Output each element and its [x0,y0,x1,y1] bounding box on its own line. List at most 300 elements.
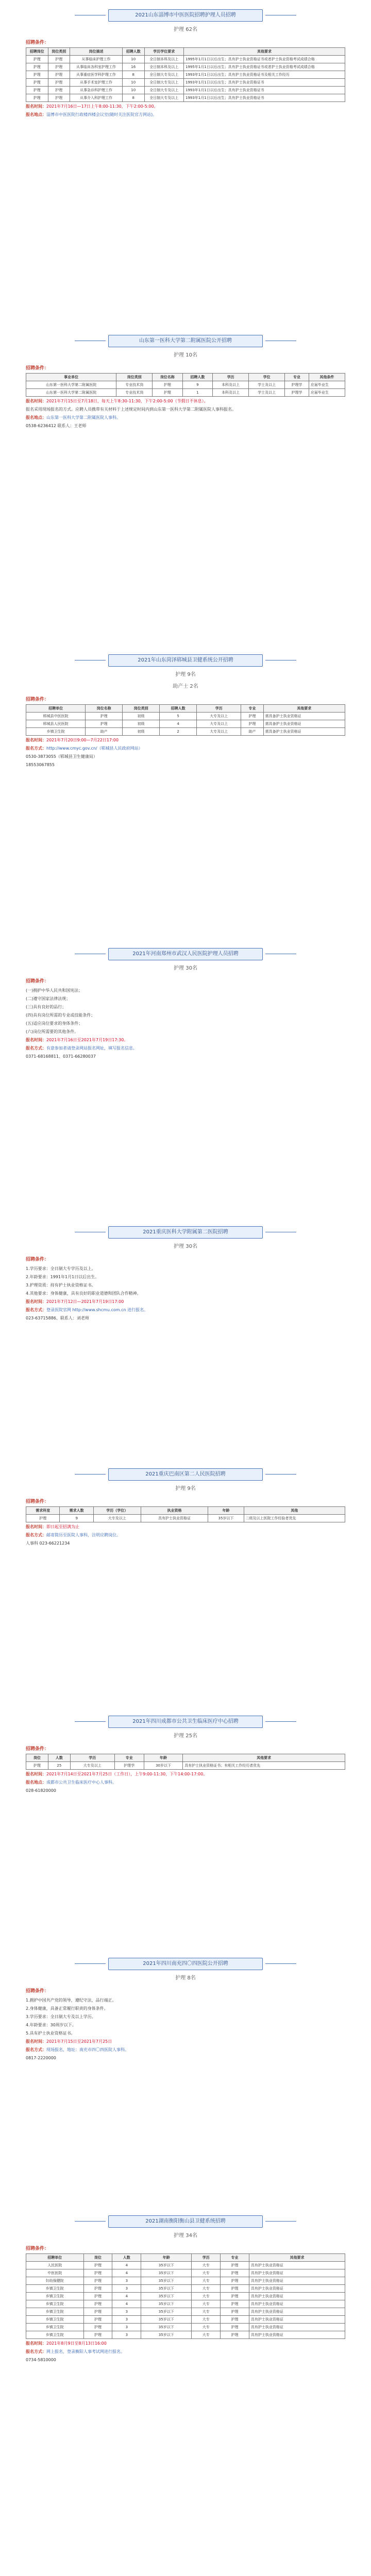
place-value[interactable]: 山东第一医科大学第二附属医院人事科。 [46,415,121,420]
place-label: 报名方式： [26,2047,46,2052]
table-cell: 护理 [26,71,48,79]
extra-note: 报名采用现场报名的方式。应聘人员携带有关材料于上述规定时间内到山东第一医科大学第二附属医院人事科报名。 [26,407,236,412]
time-line [26,103,345,110]
table-cell: 护理 [48,94,70,102]
table-row [26,2293,345,2300]
table-cell: 9 [182,381,212,389]
table-cell: 护理 [26,63,48,71]
table-cell: 助产 [241,728,263,736]
table-header: 年龄 [208,1507,244,1515]
phone-value: 028-61820000 [26,1788,56,1793]
table-cell: 30岁以下 [144,1762,182,1770]
table-cell: 护理 [221,2293,249,2300]
recruit-table [26,1506,345,1522]
table-header: 岗位名称 [153,374,182,381]
table-cell: 1993年1月1日以后出生；具有护士执业资格证书及相关工作经历 [184,71,345,79]
table-cell: 初级 [123,720,160,728]
recruit-table [26,2253,345,2339]
table-cell: 35岁以下 [141,2308,192,2316]
table-header: 岗位类别 [116,374,153,381]
phone-line [26,753,345,760]
requirements-label: 招聘条件： [26,1499,49,1504]
time-line [26,1771,345,1778]
table-cell: 护理 [26,56,48,63]
table-cell: 山东第一医科大学第二附属医院 [26,389,116,397]
place-value[interactable]: 成都市公共卫生临床医疗中心人事科。 [46,1780,116,1785]
table-cell: 1993年1月1日以后出生；具有护士执业资格证书 [184,94,345,102]
table-cell: 3 [112,2316,141,2324]
requirement-line: (三)具有良好的品行； [26,1005,66,1009]
table-cell: 专业技术岗 [116,389,153,397]
table-cell: 35岁以下 [141,2316,192,2324]
table-cell: 10 [123,87,145,94]
table-row [26,2277,345,2285]
table-cell: 乡镇卫生院 [26,2308,84,2316]
table-cell: 乡镇卫生院 [26,2285,84,2293]
table-header: 其他 [244,1507,345,1515]
phone-value: 0734-5810000 [26,2358,56,2362]
table-header: 专业 [114,1754,144,1762]
time-line [26,1298,345,1306]
table-cell: 具有护士执业资格证 [249,2269,345,2277]
table-row [26,2285,345,2293]
place-value[interactable]: 登录医院官网 http://www.shcmu.com.cn 进行报名。 [46,1308,148,1312]
recruit-table [26,373,345,397]
table-cell: 大专 [192,2293,221,2300]
table-cell: 护理 [26,1762,48,1770]
recruit-section [26,948,345,1061]
requirement-line: 4.年龄要求：30周岁以下。 [26,2023,76,2027]
table-cell: 护理 [83,2300,112,2308]
phone-line [26,2357,345,2364]
section-banner: 2021湖南衡阳衡山县卫健系统招聘 [108,2215,263,2228]
table-cell: 具有护士执业资格证 [249,2308,345,2316]
recruit-table [26,704,345,736]
table-header: 岗位 [83,2254,112,2262]
requirements-label: 招聘条件： [26,1989,49,1994]
requirement-line: (六)岗位所需要的其他条件。 [26,1029,79,1034]
table-header: 招聘人数 [160,705,197,713]
table-cell: 学士及以上 [249,389,285,397]
time-label: 报名时间： [26,2039,46,2044]
table-cell: 乡镇卫生院 [26,728,86,736]
table-cell: 从事临床各科室护理工作 [70,63,123,71]
table-cell: 全日制大专及以上 [144,87,184,94]
requirement-line: 4.其他要求：身体健康，具有良好的职业道德和团队合作精神。 [26,1291,141,1296]
table-row [26,720,345,728]
table-header: 人数 [112,2254,141,2262]
table-cell: 中医医院 [26,2269,84,2277]
table-cell: 大专及以上 [197,720,241,728]
requirement-line: (一)拥护中华人民共和国宪法； [26,988,83,993]
table-header-row [26,374,345,381]
table-row [26,2262,345,2269]
place-line [26,1779,345,1786]
table-header: 学位 [249,374,285,381]
requirement-line: 1.拥护中国共产党的领导，遵纪守法，品行端正。 [26,1998,116,2003]
table-cell: 4 [112,2262,141,2269]
requirements-label: 招聘条件： [26,1257,49,1262]
place-value[interactable]: 现场报名，地址：南充市四〇四医院人事科。 [46,2047,129,2052]
recruit-section [26,1468,345,1548]
table-cell: 35岁以下 [208,1515,244,1522]
table-header: 招聘岗位 [26,48,48,56]
table-cell: 人民医院 [26,2262,84,2269]
table-cell: 护理 [221,2269,249,2277]
section-banner: 2021重庆巴南区第二人民医院招聘 [108,1468,263,1481]
phone-line-2: 18553067855 [26,762,55,767]
table-cell: 具有护士执业资格证 [249,2285,345,2293]
table-header: 人数 [48,1754,70,1762]
table-cell: 8 [123,71,145,79]
time-label: 报名时间： [26,1299,46,1304]
requirement-line: 2.身体健康，具备正常履行职责的身体条件。 [26,2006,108,2011]
requirement-line: 3.护理资质：持有护士执业资格证书。 [26,1283,96,1287]
table-row [26,381,345,389]
time-label: 报名时间： [26,1038,46,1042]
table-cell: 护理 [221,2277,249,2285]
time-value: 2021年7月15日至2021年7月25日 [46,2039,112,2044]
place-line [26,1532,345,1539]
requirement-line: (二)遵守国家法律法规； [26,996,71,1001]
table-row [26,63,345,71]
requirements-label: 招聘条件： [26,366,49,371]
table-cell: 3 [112,2285,141,2293]
table-cell: 护理 [83,2293,112,2300]
table-cell: 乡镇卫生院 [26,2293,84,2300]
table-cell: 4 [112,2293,141,2300]
table-cell: 从事介入科护理工作 [70,94,123,102]
table-cell: 护理 [83,2277,112,2285]
table-cell: 具有护士执业资格证 [249,2300,345,2308]
requirement-line: 2.年龄要求：1991年1月1日以后出生。 [26,1275,99,1279]
table-header: 其他要求 [263,705,345,713]
table-cell: 大专 [192,2324,221,2331]
place-label: 报名地点： [26,112,46,117]
table-cell: 全日制本科及以上 [144,63,184,71]
table-cell: 全日制大专及以上 [144,79,184,87]
table-header: 学历 [192,2254,221,2262]
section-banner: 2021山东淄博市中医医院招聘护理人员招聘 [108,9,263,22]
requirements-label: 招聘条件： [26,2246,49,2251]
table-header-row [26,48,345,56]
table-cell: 护理 [48,71,70,79]
position-count: 护理 8名 [175,1975,196,1981]
table-cell: 大专 [192,2262,221,2269]
phone-value: 0817-2220000 [26,2056,56,2060]
phone-line [26,2055,345,2062]
table-row [26,2331,345,2339]
table-cell: 护理 [221,2285,249,2293]
table-header: 学历 [197,705,241,713]
requirements-label: 招聘条件： [26,40,49,45]
table-cell: 山东第一医科大学第二附属医院 [26,381,116,389]
table-header: 学历学位要求 [144,48,184,56]
table-cell: 4 [112,2269,141,2277]
table-cell: 大专及以上 [197,713,241,720]
table-cell: 助产 [86,728,123,736]
table-header: 招聘人数 [182,374,212,381]
table-cell: 护理 [153,389,182,397]
time-value: 2021年8月9日至8月13日16:00 [46,2341,107,2346]
table-cell: 护理 [48,87,70,94]
place-line [26,2046,345,2054]
table-cell: 护理 [241,720,263,728]
table-row [26,389,345,397]
table-cell: 3 [112,2308,141,2316]
table-cell: 二级及以上医院工作经验者优先 [244,1515,345,1522]
table-header: 事业单位 [26,374,116,381]
table-header: 需求人数 [60,1507,93,1515]
table-header: 岗位 [26,1754,48,1762]
table-row [26,2308,345,2316]
requirement-line: 5.具有护士执业资格证书。 [26,2031,75,2036]
table-cell: 大专及以上 [197,728,241,736]
position-count: 护理 9名 [175,1486,196,1492]
table-cell: 9 [60,1515,93,1522]
table-row [26,79,345,87]
phone-value: 人事科 023-66221234 [26,1541,70,1546]
table-cell: 1995年1月1日以后出生；具有护士执业资格证书或者护士执业资格考试成绩合格 [184,63,345,71]
table-cell: 10 [123,56,145,63]
table-cell: 具有护士执业资格证书；有相关工作经历者优先 [183,1762,345,1770]
section-banner: 2021年四川成都市公共卫生临床医疗中心招聘 [108,1716,263,1728]
table-cell: 护理 [26,87,48,94]
table-row [26,1762,345,1770]
table-cell: 1993年1月1日以后出生；具有护士执业资格证书 [184,87,345,94]
table-header-row [26,705,345,713]
table-row [26,2316,345,2324]
requirement-line: (四)具有岗位所需的专业或技能条件； [26,1013,95,1018]
recruit-section [26,1716,345,1795]
time-label: 报名时间： [26,1524,46,1529]
table-cell: 护理 [241,713,263,720]
requirements-label: 招聘条件： [26,697,49,702]
table-header: 年龄 [144,1754,182,1762]
table-header: 执业资格 [141,1507,208,1515]
place-line [26,1307,345,1314]
table-header-row [26,1754,345,1762]
table-header: 招聘单位 [26,2254,84,2262]
table-cell: 护理 [48,79,70,87]
phone-line [26,1540,345,1547]
table-cell: 护理 [48,63,70,71]
time-value: 2021年7月20日9:00—7月22日17:00 [46,738,119,742]
table-header: 岗位描述 [70,48,123,56]
position-count: 护理 10名 [174,352,197,358]
table-cell: 护理 [86,713,123,720]
table-cell: 具有护士执业资格证 [249,2324,345,2331]
recruit-section [26,654,345,770]
place-label: 报名方式： [26,1533,46,1537]
table-cell: 大专及以上 [93,1515,141,1522]
table-cell: 护理 [83,2262,112,2269]
table-cell: 护理 [83,2331,112,2339]
table-cell: 具有护士执业资格证 [249,2316,345,2324]
table-header: 需求科室 [26,1507,60,1515]
table-cell: 需具备护士执业资格证 [263,713,345,720]
table-cell: 4 [112,2300,141,2308]
place-value[interactable]: 有意参加者请登录网站报名网址，填写报名信息。 [46,1046,137,1050]
table-cell: 8 [123,94,145,102]
table-cell: 护理学 [285,389,309,397]
place-line [26,111,345,118]
table-row [26,2324,345,2331]
table-header-row [26,1507,345,1515]
place-line [26,745,345,752]
time-label: 报名时间： [26,738,46,742]
table-cell: 护理 [221,2324,249,2331]
time-line [26,2038,345,2045]
section-banner: 2021年四川南充四〇四医院公开招聘 [108,1958,263,1970]
recruit-section [26,1958,345,2063]
table-header: 其他条件 [309,374,345,381]
table-cell: 护理 [48,56,70,63]
time-label: 报名时间： [26,1772,46,1776]
table-cell: 护理 [221,2331,249,2339]
time-line [26,737,345,744]
phone-line [26,1053,345,1060]
table-cell: 学士及以上 [249,381,285,389]
position-count: 护理 34名 [174,2233,197,2239]
time-label: 报名时间： [26,104,46,109]
table-row [26,71,345,79]
table-cell: 全日制大专及以上 [144,71,184,79]
table-cell: 需具备护士执业资格证 [263,720,345,728]
phone-value: 0371-68168811、0371-66280037 [26,1054,96,1059]
table-cell: 大专 [192,2285,221,2293]
position-count-2: 助产士 2名 [173,684,198,689]
table-header: 其他要求 [183,1754,345,1762]
table-cell: 全日制本科及以上 [144,56,184,63]
table-cell: 全日制大专及以上 [144,94,184,102]
table-cell: 护理 [83,2285,112,2293]
table-cell: 护理学 [114,1762,144,1770]
table-cell: 乡镇卫生院 [26,2316,84,2324]
table-cell: 需具备护士执业资格证 [263,728,345,736]
table-cell: 大专 [192,2269,221,2277]
requirement-line: (五)适应岗位要求的身体条件； [26,1021,83,1026]
table-cell: 护理 [221,2262,249,2269]
table-cell: 大专及以上 [70,1762,114,1770]
table-cell: 大专 [192,2300,221,2308]
table-cell: 大专 [192,2316,221,2324]
place-label: 报名方式： [26,746,46,751]
place-value[interactable]: 淄博市中医医院行政楼四楼会议室(随时关注医院官方网站)。 [46,112,157,117]
table-row [26,1515,345,1522]
table-row [26,2300,345,2308]
phone-line [26,422,345,430]
table-cell: 护理 [86,720,123,728]
table-cell: 护理 [83,2269,112,2277]
place-label: 报名地点： [26,1780,46,1785]
table-header: 岗位名称 [86,705,123,713]
time-line [26,398,345,405]
time-line [26,2340,345,2347]
table-row [26,87,345,94]
table-header: 招聘人数 [123,48,145,56]
table-cell: 35岁以下 [141,2331,192,2339]
table-cell: 2 [160,728,197,736]
recruit-section [26,2215,345,2365]
table-cell: 初级 [123,713,160,720]
table-header: 年龄 [141,2254,192,2262]
table-cell: 大专 [192,2308,221,2316]
table-cell: 具有护士执业资格证 [249,2331,345,2339]
recruit-section [26,9,345,120]
table-cell: 从事临床护理工作 [70,56,123,63]
section-banner: 2021重庆医科大学附属第二医院招聘 [108,1226,263,1239]
time-label: 报名时间： [26,2341,46,2346]
time-label: 报名时间： [26,399,46,403]
table-cell: 护理 [221,2300,249,2308]
requirements-label: 招聘条件： [26,979,49,984]
table-cell: 4 [160,720,197,728]
table-cell: 护理学 [285,381,309,389]
table-cell: 1 [182,389,212,397]
table-cell: 具有护士执业资格证 [141,1515,208,1522]
recruit-section [26,1226,345,1323]
phone-value: 023-63715886、联系人：刘老师 [26,1316,89,1320]
table-header: 其他要求 [184,48,345,56]
table-cell: 1995年1月1日以后出生；具有护士执业资格证书或者护士执业资格考试成绩合格 [184,56,345,63]
table-cell: 护理 [83,2308,112,2316]
time-value: 2021年7月15日至7月18日，每天上午8:30-11:30，下午2:00-5:00（节假日不休息）。 [46,399,208,403]
table-cell: 护理 [26,79,48,87]
table-cell: 35岁以下 [141,2262,192,2269]
table-cell: 3 [112,2277,141,2285]
position-count: 护理 25名 [174,1733,197,1739]
time-value: 2021年7月16日至2021年7月19日17:30。 [46,1038,128,1042]
place-value[interactable]: 邮寄简历至医院人事科，注明应聘岗位。 [46,1533,121,1537]
table-row [26,56,345,63]
table-cell: 妇幼保健院 [26,2277,84,2285]
place-value[interactable]: http://www.cmyc.gov.cn/（郓城县人民政府网站） [46,746,143,751]
place-label: 报名地点： [26,415,46,420]
table-header: 专业 [285,374,309,381]
time-line [26,1037,345,1044]
recruit-section [26,335,345,431]
table-cell: 乡镇卫生院 [26,2324,84,2331]
phone-line [26,1315,345,1322]
table-header: 学历（学位） [93,1507,141,1515]
table-cell: 从事重症医学科护理工作 [70,71,123,79]
time-value: 即日起至招满为止 [46,1524,79,1529]
table-cell: 护理 [26,94,48,102]
table-header-row [26,2254,345,2262]
table-cell: 护理 [221,2316,249,2324]
table-row [26,94,345,102]
place-line [26,1045,345,1052]
table-row [26,2269,345,2277]
table-cell: 护理 [26,1515,60,1522]
requirement-line: 3.学历要求：全日制大专及以上学历。 [26,2014,96,2019]
time-value: 2021年7月14日至2021年7月25日（工作日），上午9:00-11:30，下午14:00-17:00。 [46,1772,208,1776]
table-cell: 3 [112,2331,141,2339]
table-header: 招聘单位 [26,705,86,713]
table-cell: 25 [48,1762,70,1770]
phone-value: 0538-6236412 联系人：王老师 [26,423,87,428]
place-line [26,2348,345,2355]
table-header: 专业 [221,2254,249,2262]
table-cell: 1993年1月1日以后出生；具有护士执业资格证书 [184,79,345,87]
time-value: 2021年7月12日—2021年7月19日17:00 [46,1299,124,1304]
table-cell: 具有护士执业资格证 [249,2277,345,2285]
recruit-table [26,47,345,102]
place-value[interactable]: 网上报名，登录衡阳人事考试网进行报名。 [46,2349,125,2354]
table-cell: 大专 [192,2331,221,2339]
section-banner: 山东第一医科大学第二附属医院公开招聘 [108,335,263,347]
